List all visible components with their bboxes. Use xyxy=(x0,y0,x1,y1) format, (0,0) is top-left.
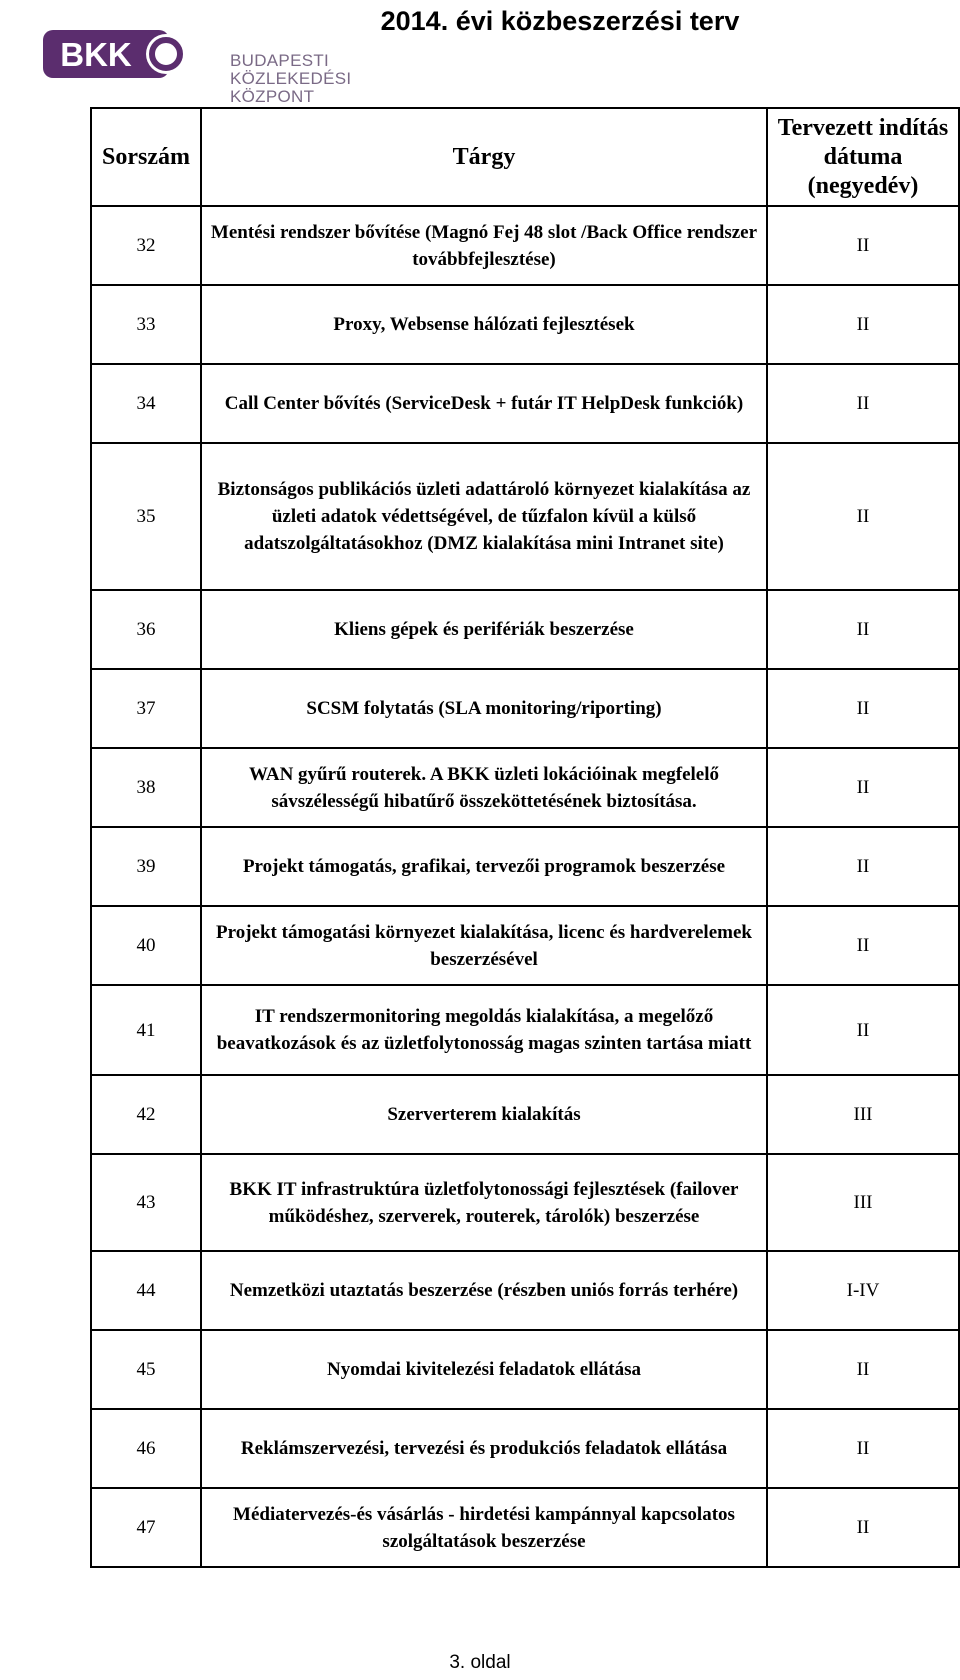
table-row xyxy=(91,1075,959,1154)
org-line: KÖZLEKEDÉSI xyxy=(230,69,352,88)
row-number: 36 xyxy=(91,590,201,669)
row-start-quarter: II xyxy=(767,669,959,748)
table-row xyxy=(91,1330,959,1409)
table-row xyxy=(91,1251,959,1330)
procurement-plan-table xyxy=(90,107,960,1568)
row-number: 38 xyxy=(91,748,201,827)
row-start-quarter: II xyxy=(767,985,959,1075)
column-header-subject: Tárgy xyxy=(201,108,767,206)
row-subject: WAN gyűrű routerek. A BKK üzleti lokációinak megfelelő sávszélességű hibatűrő összeköttetésének biztosítása. xyxy=(201,748,767,827)
row-subject: Mentési rendszer bővítése (Magnó Fej 48 slot /Back Office rendszer továbbfejlesztése) xyxy=(201,206,767,285)
row-start-quarter: II xyxy=(767,748,959,827)
row-number: 37 xyxy=(91,669,201,748)
org-line: KÖZPONT xyxy=(230,87,315,106)
row-start-quarter: II xyxy=(767,364,959,443)
page-number: 3. oldal xyxy=(449,1652,511,1673)
row-subject: Szerverterem kialakítás xyxy=(201,1075,767,1154)
table-row xyxy=(91,1154,959,1251)
table-row xyxy=(91,285,959,364)
row-number: 41 xyxy=(91,985,201,1075)
row-start-quarter: III xyxy=(767,1075,959,1154)
row-number: 42 xyxy=(91,1075,201,1154)
row-number: 47 xyxy=(91,1488,201,1567)
table-row xyxy=(91,906,959,985)
bkk-logo xyxy=(42,24,352,106)
table-row xyxy=(91,1409,959,1488)
organization-name xyxy=(230,52,351,106)
row-number: 43 xyxy=(91,1154,201,1251)
table-row xyxy=(91,669,959,748)
row-number: 33 xyxy=(91,285,201,364)
row-number: 40 xyxy=(91,906,201,985)
row-subject: SCSM folytatás (SLA monitoring/riporting) xyxy=(201,669,767,748)
row-number: 35 xyxy=(91,443,201,590)
column-header-start-quarter: Tervezett indítás dátuma (negyedév) xyxy=(767,108,959,206)
row-start-quarter: III xyxy=(767,1154,959,1251)
row-start-quarter: II xyxy=(767,1488,959,1567)
row-subject: Biztonságos publikációs üzleti adattároló környezet kialakítása az üzleti adatok védettségével, de tűzfalon kívül a külső adatszolgáltatásokhoz (DMZ kialakítása mini Intranet site) xyxy=(201,443,767,590)
row-subject: Projekt támogatás, grafikai, tervezői programok beszerzése xyxy=(201,827,767,906)
row-subject: Nemzetközi utaztatás beszerzése (részben uniós forrás terhére) xyxy=(201,1251,767,1330)
row-start-quarter: II xyxy=(767,827,959,906)
row-subject: Call Center bővítés (ServiceDesk + futár IT HelpDesk funkciók) xyxy=(201,364,767,443)
logo-text: BKK xyxy=(60,36,132,73)
column-header-number: Sorszám xyxy=(91,108,201,206)
row-number: 45 xyxy=(91,1330,201,1409)
table-row xyxy=(91,206,959,285)
row-subject: Proxy, Websense hálózati fejlesztések xyxy=(201,285,767,364)
row-start-quarter: II xyxy=(767,1409,959,1488)
row-start-quarter: II xyxy=(767,590,959,669)
row-subject: Reklámszervezési, tervezési és produkciós feladatok ellátása xyxy=(201,1409,767,1488)
table-row xyxy=(91,985,959,1075)
row-subject: IT rendszermonitoring megoldás kialakítása, a megelőző beavatkozások és az üzletfolytonosság magas szinten tartása miatt xyxy=(201,985,767,1075)
table-row xyxy=(91,1488,959,1567)
row-subject: BKK IT infrastruktúra üzletfolytonossági fejlesztések (failover működéshez, szerverek, routerek, tárolók) beszerzése xyxy=(201,1154,767,1251)
table-row xyxy=(91,364,959,443)
row-start-quarter: II xyxy=(767,1330,959,1409)
table-row xyxy=(91,827,959,906)
page-title: 2014. évi közbeszerzési terv xyxy=(380,6,740,36)
row-start-quarter: II xyxy=(767,285,959,364)
org-line: BUDAPESTI xyxy=(230,51,330,70)
row-number: 34 xyxy=(91,364,201,443)
row-number: 32 xyxy=(91,206,201,285)
row-subject: Nyomdai kivitelezési feladatok ellátása xyxy=(201,1330,767,1409)
row-subject: Kliens gépek és perifériák beszerzése xyxy=(201,590,767,669)
row-subject: Médiatervezés-és vásárlás - hirdetési kampánnyal kapcsolatos szolgáltatások beszerzése xyxy=(201,1488,767,1567)
table-row xyxy=(91,590,959,669)
row-number: 44 xyxy=(91,1251,201,1330)
table-row xyxy=(91,443,959,590)
table-row xyxy=(91,748,959,827)
row-start-quarter: II xyxy=(767,906,959,985)
row-start-quarter: I-IV xyxy=(767,1251,959,1330)
bkk-logo-mark xyxy=(42,24,192,84)
table-header-row xyxy=(91,108,959,206)
row-number: 39 xyxy=(91,827,201,906)
row-subject: Projekt támogatási környezet kialakítása, licenc és hardverelemek beszerzésével xyxy=(201,906,767,985)
row-start-quarter: II xyxy=(767,206,959,285)
row-number: 46 xyxy=(91,1409,201,1488)
row-start-quarter: II xyxy=(767,443,959,590)
